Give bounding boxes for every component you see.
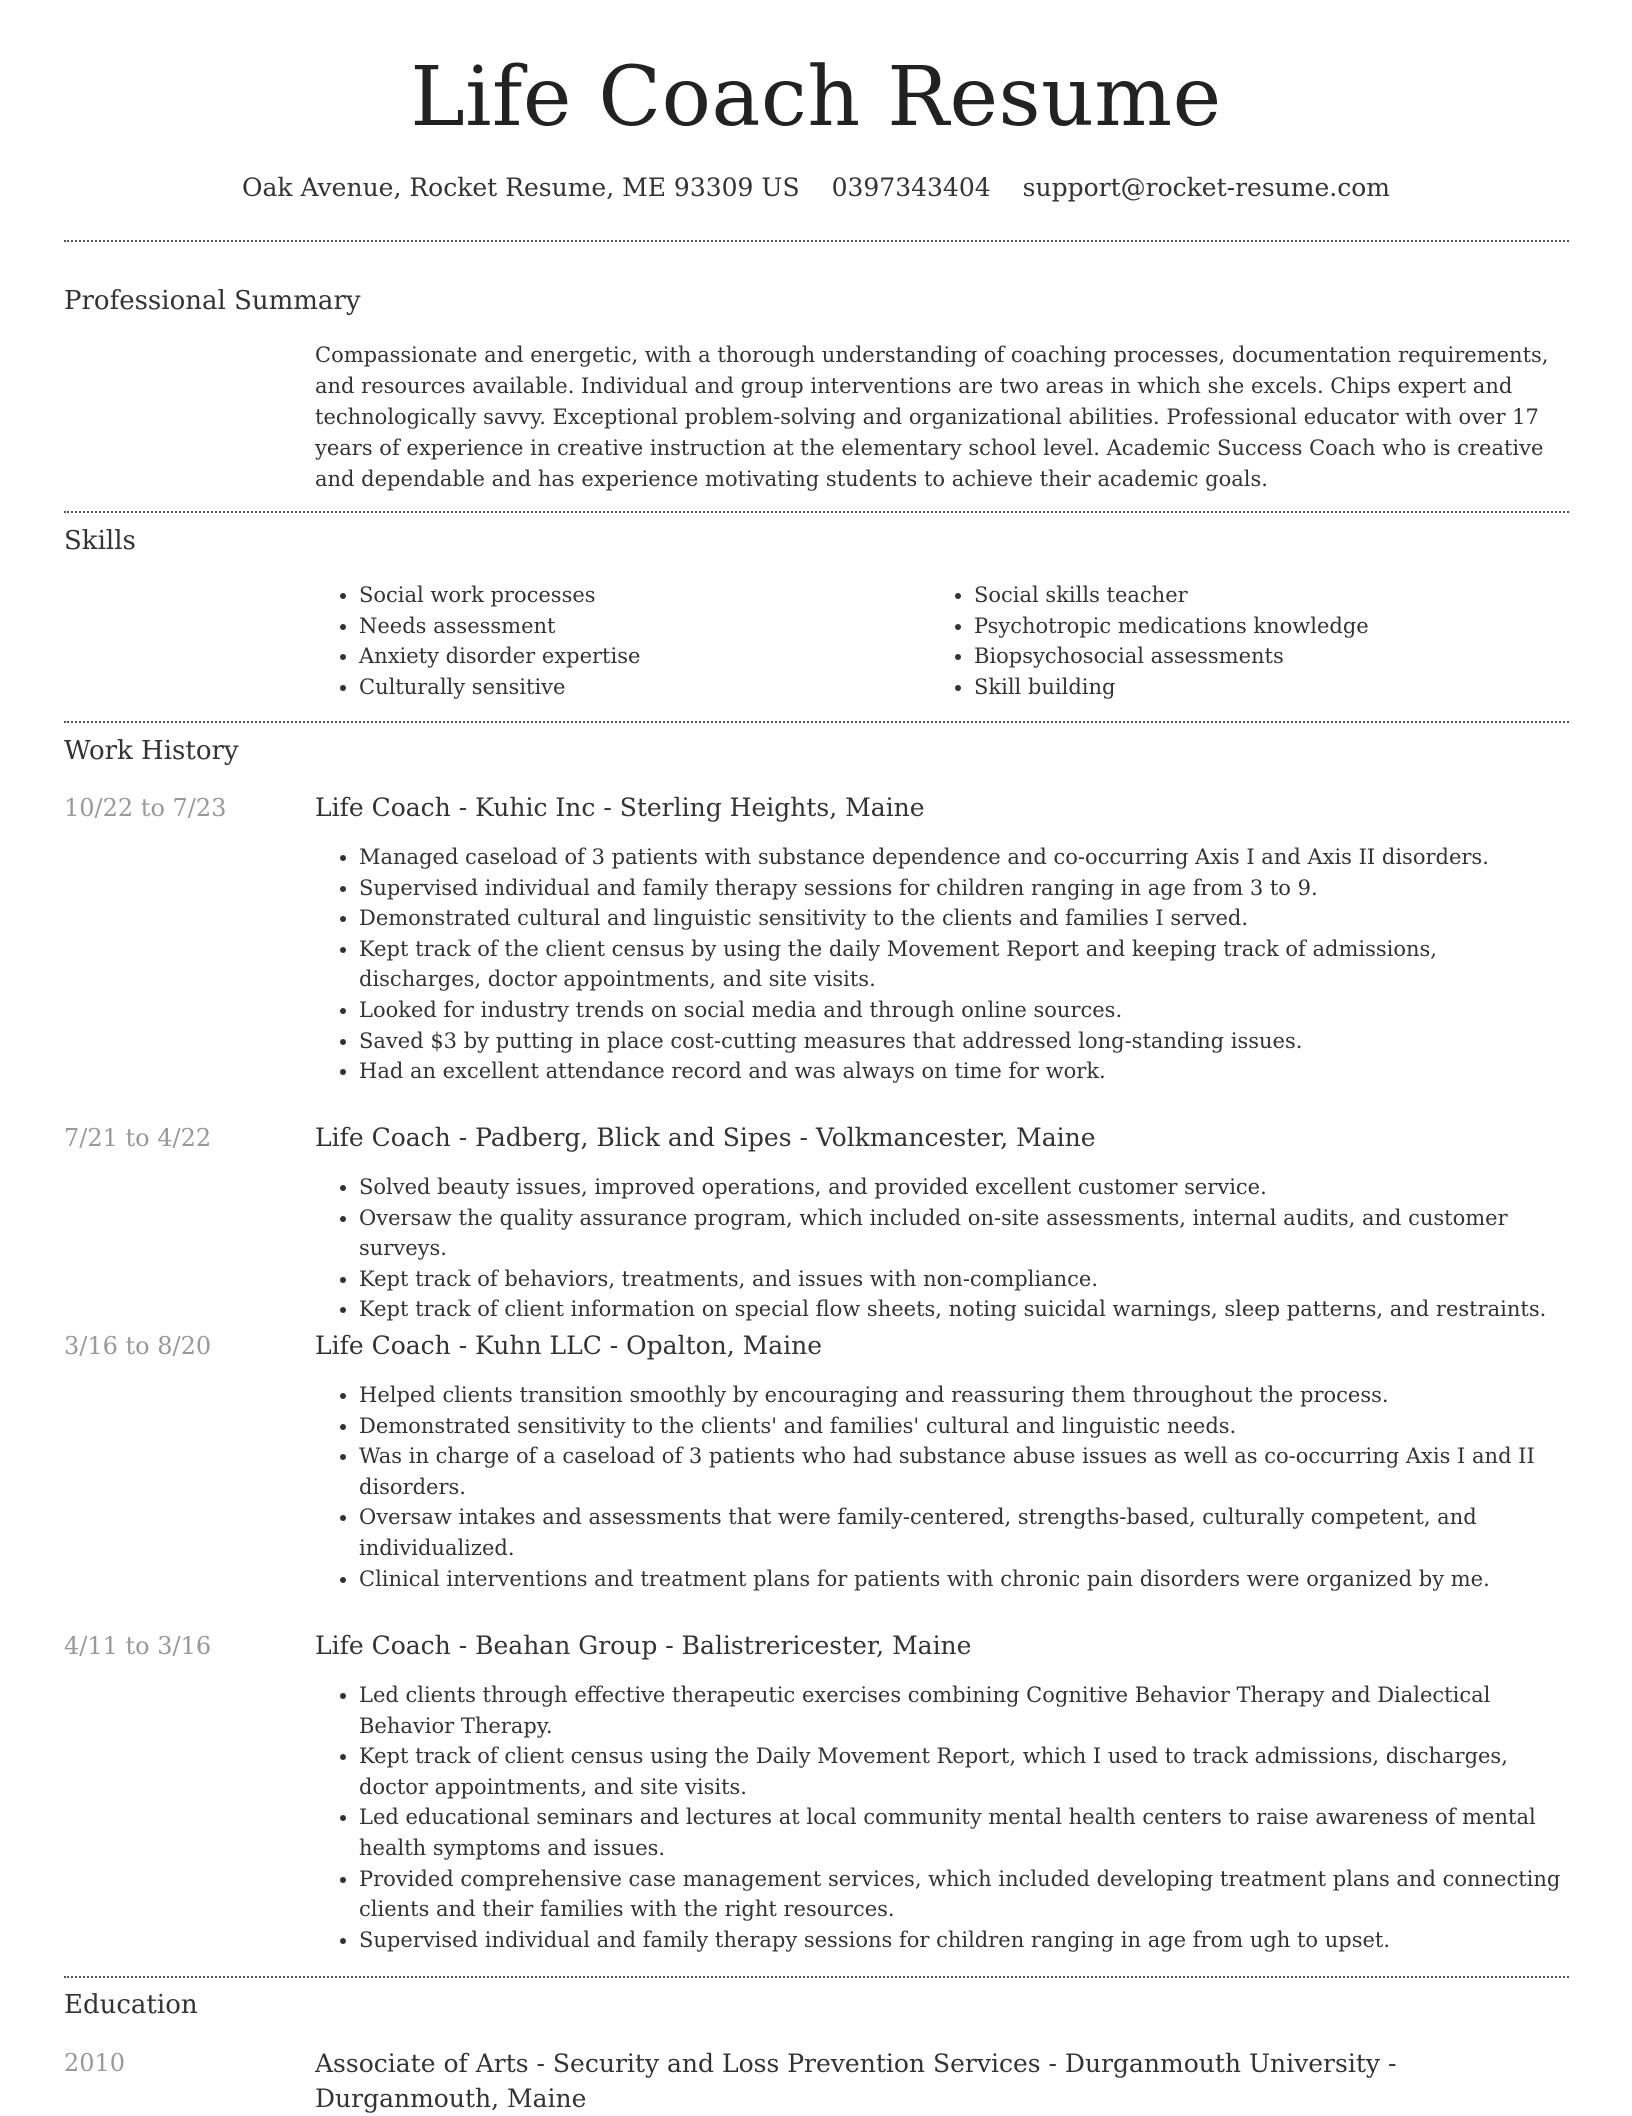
job-bullet: • Kept track of the client census by using the daily Movement Report and keeping track of admissions, discharges, doctor appointments, and site visits. <box>359 934 1565 995</box>
job-bullets <box>315 1380 1565 1594</box>
skills-column-right <box>930 580 1545 702</box>
skill-item: • Needs assessment <box>359 611 930 642</box>
job-title: Life Coach - Beahan Group - Balistrericester, Maine <box>315 1631 972 1660</box>
job-title: Life Coach - Kuhn LLC - Opalton, Maine <box>315 1331 823 1360</box>
skills-column-left <box>315 580 930 702</box>
skill-item: • Psychotropic medications knowledge <box>974 611 1545 642</box>
job-dates: 7/21 to 4/22 <box>64 1124 212 1152</box>
job-bullet: • Led educational seminars and lectures at local community mental health centers to raise awareness of mental health symptoms and issues. <box>359 1802 1565 1863</box>
job-bullet: • Had an excellent attendance record and was always on time for work. <box>359 1056 1565 1087</box>
skill-item: • Skill building <box>974 672 1545 703</box>
section-title-work: Work History <box>64 736 239 766</box>
job-bullet: • Provided comprehensive case management services, which included developing treatment plans and connecting clients and their families with the right resources. <box>359 1864 1565 1925</box>
education-year: 2010 <box>64 2049 126 2077</box>
contact-phone: 0397343404 <box>831 173 991 202</box>
skill-item: • Biopsychosocial assessments <box>974 641 1545 672</box>
job-bullet: • Demonstrated sensitivity to the clients' and families' cultural and linguistic needs. <box>359 1411 1565 1442</box>
summary-text: Compassionate and energetic, with a thorough understanding of coaching processes, documentation requirements, and resources available. Individual and group interventions are two areas in which she excels. Chips expert and technologically savvy. Exceptional problem-solving and organizational abilities. Professional educator with over 17 years of experience in creative instruction at the elementary school level. Academic Success Coach who is creative and dependable and has experience motivating students to achieve their academic goals. <box>315 343 1549 491</box>
skill-item: • Culturally sensitive <box>359 672 930 703</box>
job-dates: 10/22 to 7/23 <box>64 794 227 822</box>
job-dates: 3/16 to 8/20 <box>64 1332 212 1360</box>
job-bullet: • Was in charge of a caseload of 3 patients who had substance abuse issues as well as co-occurring Axis I and II disorders. <box>359 1441 1565 1502</box>
job-bullet: • Helped clients transition smoothly by encouraging and reassuring them throughout the process. <box>359 1380 1565 1411</box>
divider <box>64 240 1569 242</box>
job-bullet: • Saved $3 by putting in place cost-cutting measures that addressed long-standing issues. <box>359 1026 1565 1057</box>
job-bullet: • Demonstrated cultural and linguistic sensitivity to the clients and families I served. <box>359 903 1565 934</box>
job-bullet: • Supervised individual and family therapy sessions for children ranging in age from 3 to 9. <box>359 873 1565 904</box>
job-bullets <box>315 1680 1565 1955</box>
job-bullet: • Looked for industry trends on social media and through online sources. <box>359 995 1565 1026</box>
job-bullet: • Clinical interventions and treatment plans for patients with chronic pain disorders were organized by me. <box>359 1564 1565 1595</box>
divider <box>64 1976 1569 1978</box>
contact-line <box>0 170 1632 206</box>
job-bullet: • Kept track of client information on special flow sheets, noting suicidal warnings, sleep patterns, and restraints. <box>359 1294 1565 1325</box>
job-bullets <box>315 1172 1565 1325</box>
job-bullet: • Supervised individual and family therapy sessions for children ranging in age from ugh to upset. <box>359 1925 1565 1956</box>
job-dates: 4/11 to 3/16 <box>64 1632 212 1660</box>
section-title-skills: Skills <box>64 526 136 556</box>
job-title: Life Coach - Padberg, Blick and Sipes - Volkmancester, Maine <box>315 1123 1096 1152</box>
section-title-education: Education <box>64 1990 198 2020</box>
skill-item: • Social skills teacher <box>974 580 1545 611</box>
resume-title: Life Coach Resume <box>410 50 1222 145</box>
divider <box>64 511 1569 513</box>
job-bullet: • Kept track of client census using the Daily Movement Report, which I used to track admissions, discharges, doctor appointments, and site visits. <box>359 1741 1565 1802</box>
contact-email: support@rocket-resume.com <box>1022 173 1390 202</box>
job-bullet: • Oversaw intakes and assessments that were family-centered, strengths-based, culturally competent, and individualized. <box>359 1502 1565 1563</box>
job-title: Life Coach - Kuhic Inc - Sterling Heights, Maine <box>315 793 925 822</box>
job-bullets <box>315 842 1565 1087</box>
contact-address: Oak Avenue, Rocket Resume, ME 93309 US <box>242 173 800 202</box>
job-bullet: • Kept track of behaviors, treatments, and issues with non-compliance. <box>359 1264 1565 1295</box>
skill-item: • Anxiety disorder expertise <box>359 641 930 672</box>
job-bullet: • Managed caseload of 3 patients with substance dependence and co-occurring Axis I and Axis II disorders. <box>359 842 1565 873</box>
skills-list <box>315 580 1565 702</box>
job-bullet: • Led clients through effective therapeutic exercises combining Cognitive Behavior Therapy and Dialectical Behavior Therapy. <box>359 1680 1565 1741</box>
job-bullet: • Solved beauty issues, improved operations, and provided excellent customer service. <box>359 1172 1565 1203</box>
section-title-summary: Professional Summary <box>64 286 361 316</box>
education-title: Associate of Arts - Security and Loss Prevention Services - Durganmouth University - Durganmouth, Maine <box>315 2049 1397 2113</box>
divider <box>64 721 1569 723</box>
skill-item: • Social work processes <box>359 580 930 611</box>
job-bullet: • Oversaw the quality assurance program, which included on-site assessments, internal audits, and customer surveys. <box>359 1203 1565 1264</box>
